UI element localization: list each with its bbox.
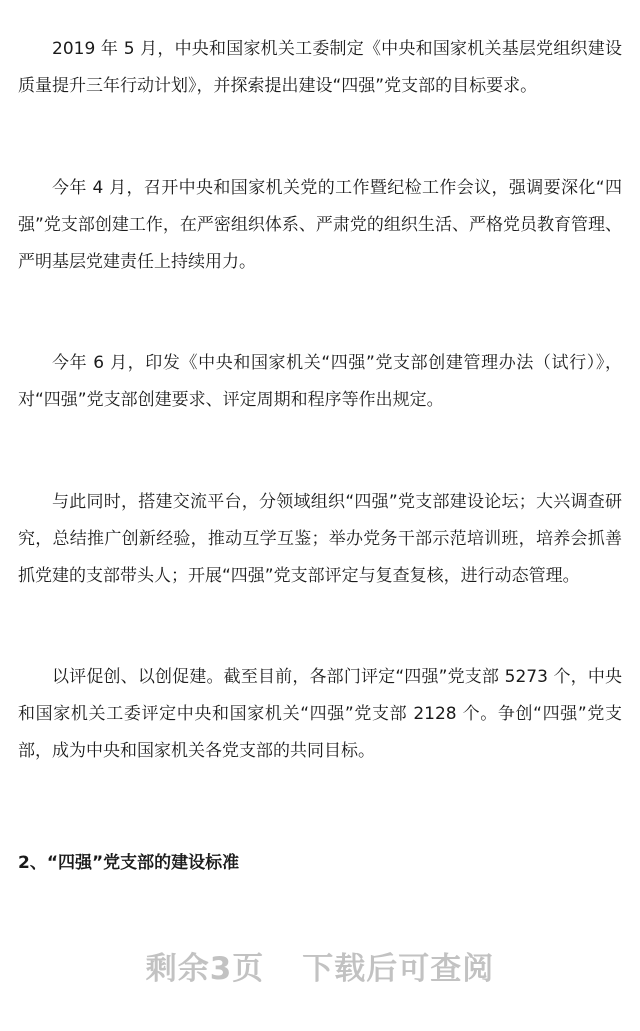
paragraph-april-meeting: 今年 4 月，召开中央和国家机关党的工作暨纪检工作会议，强调要深化“四强”党支部创建工作，在严密组织体系、严肃党的组织生活、严格党员教育管理、严明基层党建责任上持续用力。 [18, 178, 622, 272]
paragraph-platform-building: 与此同时，搭建交流平台，分领域组织“四强”党支部建设论坛；大兴调查研究，总结推广创新经验，推动互学互鉴；举办党务干部示范培训班，培养会抓善抓党建的支部带头人；开展“四强”党支部评定与复查复核，进行动态管理。 [18, 492, 622, 586]
download-prompt-label: 下载后可查阅 [302, 951, 495, 987]
remaining-pages-label: 剩余3页 [145, 951, 265, 987]
paragraph-2019-plan: 2019 年 5 月，中央和国家机关工委制定《中央和国家机关基层党组织建设质量提升三年行动计划》，并探索提出建设“四强”党支部的目标要求。 [18, 39, 622, 96]
paragraph-evaluation-results: 以评促创、以创促建。截至目前，各部门评定“四强”党支部 5273 个，中央和国家机关工委评定中央和国家机关“四强”党支部 2128 个。争创“四强”党支部，成为中央和国家机关各党支部的共同目标。 [18, 667, 622, 761]
download-banner[interactable] [0, 944, 640, 994]
section-heading: 2、“四强”党支部的建设标准 [18, 853, 240, 873]
paragraph-june-measures: 今年 6 月，印发《中央和国家机关“四强”党支部创建管理办法（试行）》，对“四强”党支部创建要求、评定周期和程序等作出规定。 [18, 353, 622, 410]
